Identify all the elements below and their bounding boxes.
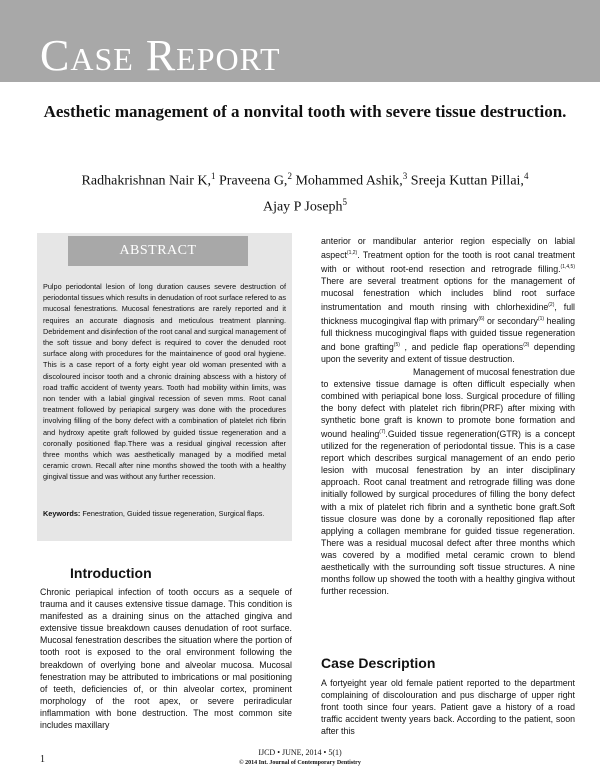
journal-footer: IJCD • JUNE, 2014 • 5(1) [258,748,342,757]
section-label: CASE REPORT [40,31,281,80]
intro-continued: anterior or mandibular anterior region especially on labial aspect$^{(1,2)}$. Treatment option for the tooth is root canal treatment with or without root-end resection and retrograde filling.$^{(1,4,5)}$ There are several treatment options for the management of mucosal fenestration which includes blind root surface instrumentation and mouth rinsing with chlorhexidine$^{(2)}$, full thickness mucogingival flap with primary$^{(6)}$ or secondary$^{(1)}$ healing full thickness mucogingival flaps with guided tissue regeneration and bone grafting$^{(5)}$ , and pedicle flap operations$^{(3)}$ depending upon the severity and extent of tissue destruction. Management of mucosal fenestration due to extensive tissue damage is often difficult especially when combined with periapical bone loss. Surgical procedure of filling the bony defect with platelet rich fibrin(PRF) after mixing with synthetic bone graft is known to promote bone formation and wound healing$^{(7)}$.Guided tissue regeneration(GTR) is a concept utilized for the regeneration of periodontal tissue. This is a case report which describes surgical management of an endo perio lesion with mucosal fenestration by an inter disciplinary approach. Root canal treatment and retrograde filling was done initially followed by surgical procedures of filling the bony defect with a mix of platelet rich fibrin and a synthetic bone graft.Soft tissue closure was done by a coronally repositioned flap after applying a collagen membrane for guided tissue regeneration. There was a residual mucosal defect after three months which was covered by a modified metal ceramic crown to blend aesthetically with the surrounding soft tissue structures. A nine months follow up showed the tooth with a healthy gingiva without further recession. [321,236,576,597]
author-list: Radhakrishnan Nair K,$^1$ Praveena G,$^2$ Mohammed Ashik,$^3$ Sreeja Kuttan Pillai,$^4$ Ajay P Joseph$^5$ [81,171,529,215]
abstract-heading: ABSTRACT [68,236,248,266]
article-title: Aesthetic management of a nonvital tooth with severe tissue destruction. [43,102,567,121]
copyright-footer: © 2014 Int. Journal of Contemporary Dentistry [239,760,361,766]
abstract-body: Pulpo periodontal lesion of long duration causes severe destruction of periodontal tissues which results in denudation of root surface refered to as mucosal fenestrations. Mucosal fenestrations are rarely reported and it requires an accurate diagnosis and meticulous treatment planning. Debridement and disinfection of the root canal and surgical management of the soft tissue and bony defect is required to cover the denuded root surface along with procedures for the maintainence of good oral hygiene. This is a case report of a forty eight year old woman presented with a discoloured incisor tooth and a chronic draining abscess with a history of road traffic accident of twenty years. Tooth had mobility within limits, was non tender with a labial gingival recession of seven mms. Root canal treatment followed by periapical surgery was done with the procedures involving filling of the bony defect with a combination of platelet rich fibrin and hydroxy apetite graft followed by guided tissue regeneration and a coronally positioned flap.There was a residual gingival recession after three months which was aesthetically managed by a modified metal ceramic crown. Recall after nine months showed the tooth with a healthy gingival tissue and was without any further recession. [43,282,286,482]
page-number: 1 [40,754,45,765]
intro-heading: Introduction [70,565,152,581]
case-body: A fortyeight year old female patient reported to the department complaining of discolouration and pus discharge of upper right front tooth since four years. Patient gave a history of a road traffic accident twenty years back. According to the patient, soon after this [321,678,575,737]
intro-body: Chronic periapical infection of tooth occurs as a sequele of trauma and it causes extensive tissue damage. This condition is manifested as a draining sinus on the attached gingiva and extensive tissue breakdown causes denudation of root surface. Mucosal fenestration describes the situation where the portion of tooth root is exposed to the oral environment following the breakdown of overlying bone and alveolar mucosa. Mucosal fenestration may be attributed to imbrications or mal positioning of teeth, deficiencies of, or thin alveolar cortex, prominent morphology of the root apex, or severe periradicular inflammation with bone destruction. The most common site includes maxillary [40,587,292,731]
abstract-keywords: Keywords: Fenestration, Guided tissue regeneration, Surgical flaps. [43,509,265,518]
case-heading: Case Description [321,655,436,671]
